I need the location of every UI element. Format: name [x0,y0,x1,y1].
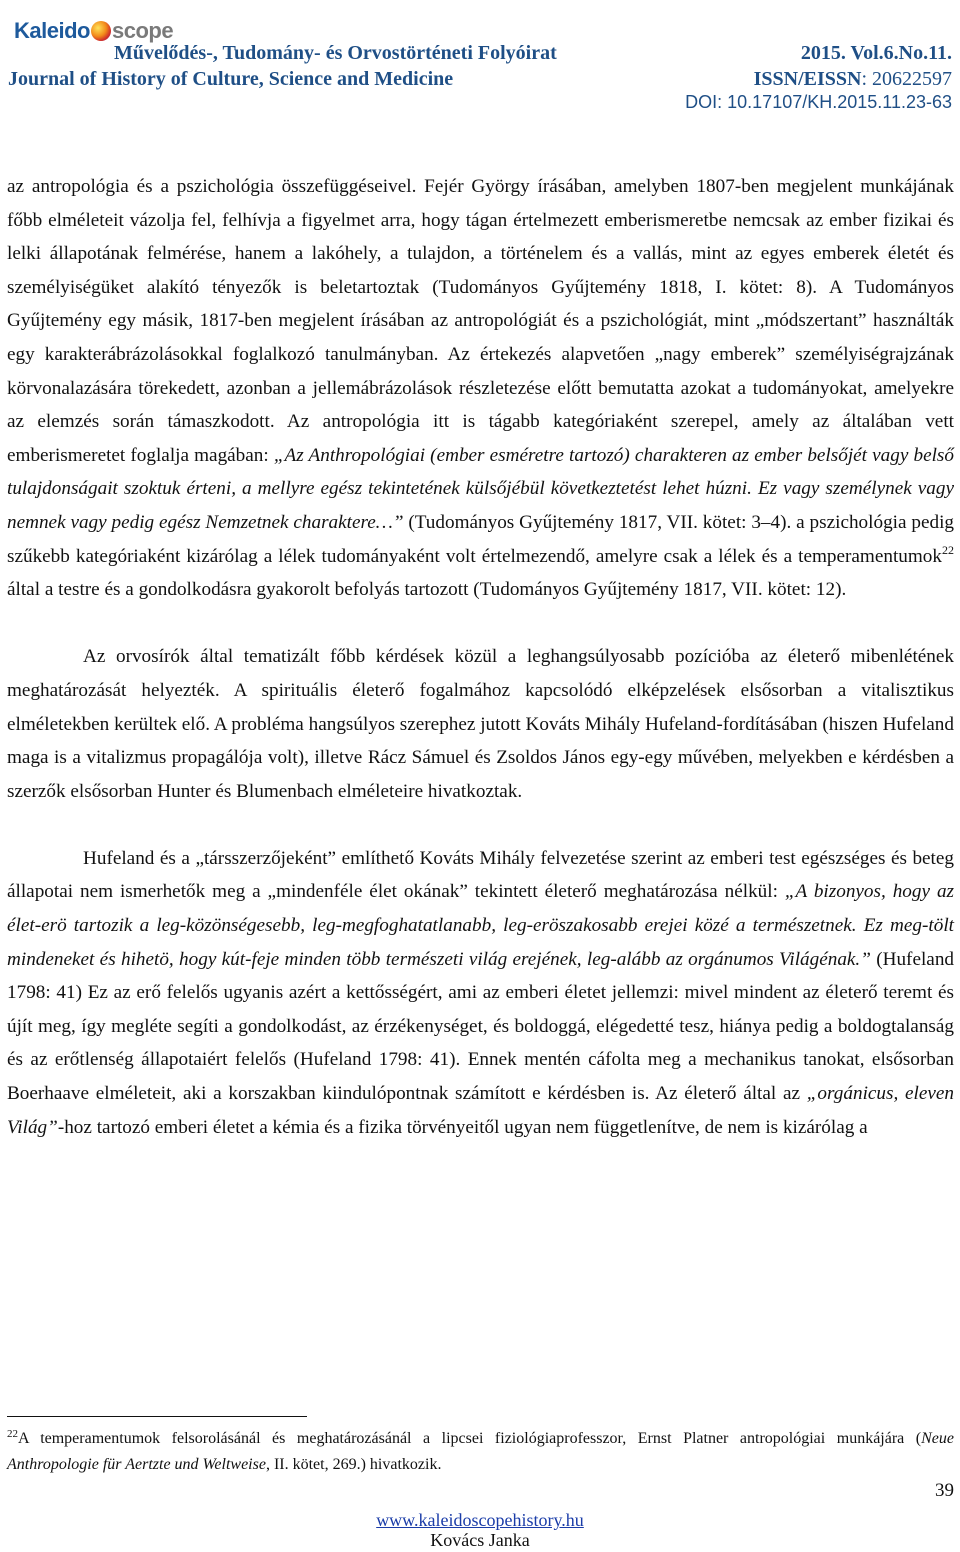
footer-author: Kovács Janka [430,1530,530,1550]
footnote-22: $^{22}$A temperamentumok felsorolásánál és meghatározásánál a lipcsei fiziológiaprofesszor, Ernst Platner antropológiai munkájára (Neue Anthropologie für Aertzte und Weltweise, II. kötet, 269.) hivatkozik. [7,1428,954,1473]
footnote-ref-22[interactable]: 22 [942,542,954,557]
paragraph-3: Hufeland és a „társszerzőjeként” említhető Kováts Mihály felvezetése szerint az emberi test egészséges és beteg állapotai nem ismerhetők meg a „mindenféle élet okának” tekintett életerő meghatározása nélkül: „A bizonyos, hogy az élet-erö tartozik a leg-közönségesebb, leg-megfoghatatlanabb, leg-eröszakosabb erejei közé a természetnek. Ez meg-tölt mindeneket és hihetö, hogy kút-feje minden több természeti világ erejének, leg-alább az orgánumos Világénak.” (Hufeland 1798: 41) Ez az erő felelős ugyanis azért a kettősségért, ami az emberi életet jellemzi: mivel mindent az életerő teremt és újít meg, így megléte segíti a gondolkodást, az érzékenységet, és boldoggá, elégedetté tesz, hiánya pedig a boldogtalanság és az erőtlenség állapotaiért felelős (Hufeland 1798: 41). Ennek mentén cáfolta meg a mechanikus tanokat, elsősorban Boerhaave elméleteit, aki a korszakban kiindulópontnak számított e kérdésben is. Az életerő által az „orgánicus, eleven Világ”-hoz tartozó emberi életet a kémia és a fizika törvényeitől ugyan nem függetlenítve, de nem is kizárólag a [7,847,955,1138]
footnote-divider [7,1416,307,1417]
footer-website-link[interactable]: www.kaleidoscopehistory.hu [376,1510,584,1530]
journal-issn: ISSN/EISSN: 20622597 [753,68,952,90]
kaleidoscope-orb-icon [91,21,111,41]
journal-logo[interactable] [6,6,174,44]
article-body [7,170,954,1144]
quote-hufeland: „A bizonyos, hogy az élet-erö tartozik a leg-közönségesebb, leg-megfoghatatlanabb, leg-eröszakosabb erejei közé a természetnek. Ez meg-tölt mindeneket és hihetö, hogy kút-feje minden több természeti világ erejének, leg-alább az orgánumos Világénak.” [7,881,955,970]
paragraph-2: Az orvosírók által tematizált főbb kérdések közül a leghangsúlyosabb pozícióba az életerő mibenlétének meghatározását helyezték. A spirituális életerő fogalmához kapcsolódó elképzelések elsősorban a vitalisztikus elméletekben kerültek elő. A probléma hangsúlyos szerephez jutott Kováts Mihály Hufeland-fordításában (hiszen Hufeland maga is a vitalizmus propagálója volt), illetve Rácz Sámuel és Zsoldos János egy-egy művében, melyekben e kérdésben a szerzők elsősorban Hunter és Blumenbach elméleteire hivatkoztak. [7,646,954,802]
page-number: 39 [935,1480,954,1501]
journal-title-hungarian: Művelődés-, Tudomány- és Orvostörténeti Folyóirat [114,42,557,64]
paragraph-1: az antropológia és a pszichológia összefüggéseivel. Fejér György írásában, amelyben 1807-ben megjelent munkájának főbb elméleteit vázolja fel, felhívja a figyelmet arra, hogy tágan értelmezett emberismeretbe nemcsak az ember fizikai és lelki állapotának felmérése, hanem a lakóhely, a tulajdon, a történelem és a vallás, mint az egyes emberek életét és személyiségüket alakító tényezők is beletartoztak (Tudományos Gyűjtemény 1818, I. kötet: 8). A Tudományos Gyűjtemény egy másik, 1817-ben megjelent írásában az antropológiát és a pszichológiát, mint „módszertant” használták egy karakterábrázolásokkal foglalkozó tanulmányban. Az értekezés alapvetően „nagy emberek” személyiségrajzának körvonalazására törekedett, azonban a jellemábrázolások részletezése előtt bemutatta azokat a tudományokat, amelyekre az elemzés során támaszkodott. Az antropológia itt is tágabb kategóriaként szerepel, amely az általában vett emberismeretet foglalja magában: „Az Anthropológiai (ember esméretre tartozó) charakteren az ember belsőjét vagy belső tulajdonságait szoktuk érteni, a mellyre egész tekintetének külsőjébül következtetést lehet húzni. Ez vagy személynek vagy nemnek vagy pedig egész Nemzetnek charaktere…” (Tudományos Gyűjtemény 1817, VII. kötet: 3–4). a pszichológia pedig szűkebb kategóriaként kizárólag a lélek tudományaként volt értelmezendő, amelyre csak a lélek és a temperamentumok$^{22}$ által a testre és a gondolkodásra gyakorolt befolyás tartozott (Tudományos Gyűjtemény 1817, VII. kötet: 12). [7,176,954,601]
quote-organicus: „orgánicus, eleven Világ” [7,1083,955,1138]
journal-title-english: Journal of History of Culture, Science and Medicine [8,68,454,90]
journal-volume: 2015. Vol.6.No.11. [800,42,952,64]
journal-header [0,0,960,118]
logo-wordmark: Kaleido scope [14,18,174,43]
journal-doi[interactable]: DOI: 10.17107/KH.2015.11.23-63 [685,92,952,112]
quote-anthropology: „Az Anthropológiai (ember esméretre tartozó) charakteren az ember belsőjét vagy belső tulajdonságait szoktuk érteni, a mellyre egész tekintetének külsőjébül következtetést lehet húzni. Ez vagy személynek vagy nemnek vagy pedig egész Nemzetnek charaktere…” [7,444,954,533]
